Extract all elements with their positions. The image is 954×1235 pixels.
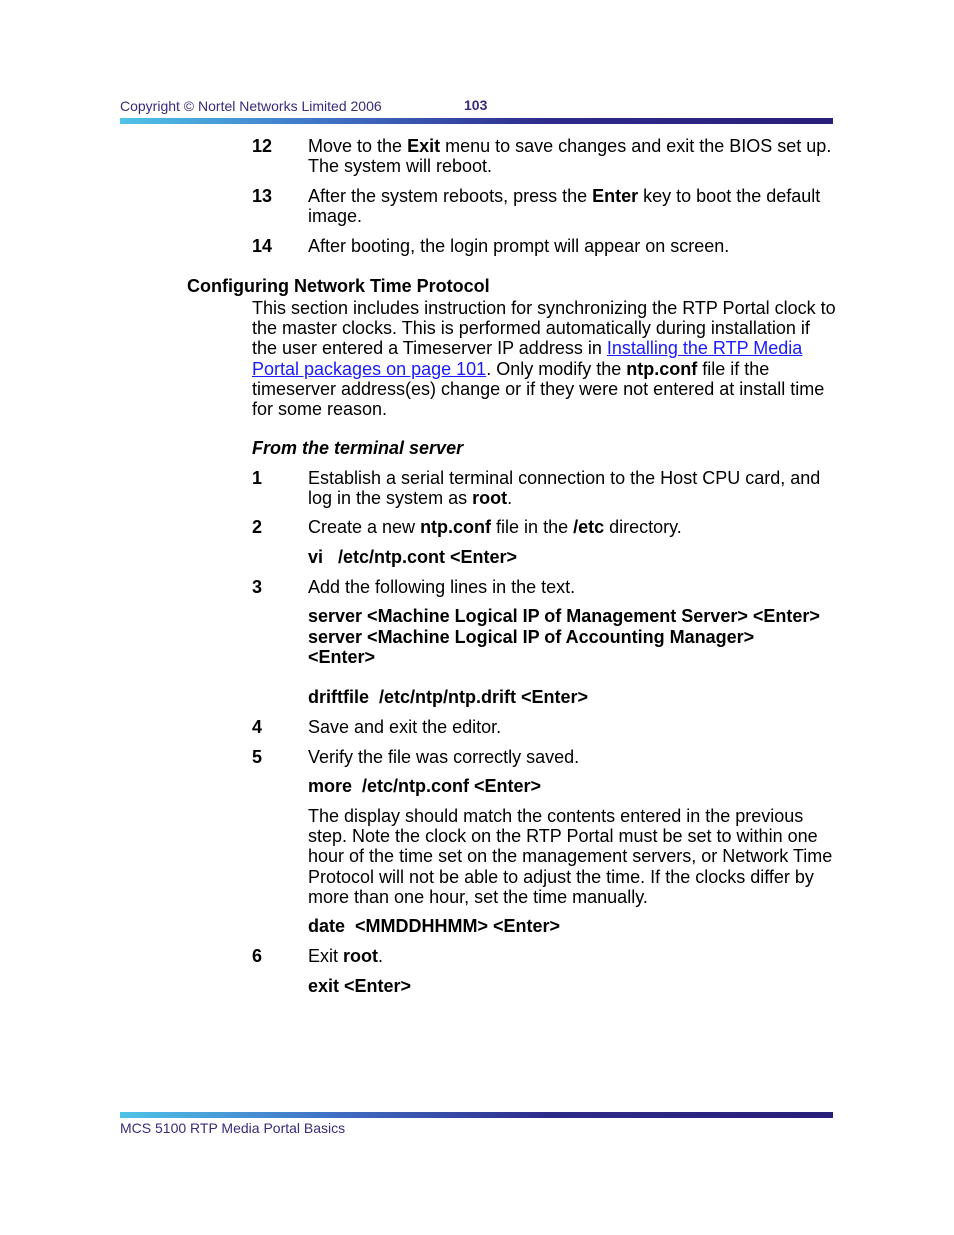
command-line: date <MMDDHHMM> <Enter> bbox=[308, 916, 561, 936]
command-line: server <Machine Logical IP of Management Server> <Enter> bbox=[308, 606, 820, 626]
header-rule bbox=[120, 118, 833, 124]
step-number: 2 bbox=[252, 517, 263, 537]
step-number: 13 bbox=[252, 186, 273, 206]
step-number: 1 bbox=[252, 468, 263, 488]
step-note: The display should match the contents entered in the previous step. Note the clock on the RTP Portal must be set to within one hour of the time set on the management servers, or Network Time Protocol will not be able to adjust the time. If the clocks differ by more than one hour, set the time manually. bbox=[308, 806, 833, 907]
step-text: After the system reboots, press the Enter key to boot the default image. bbox=[308, 186, 821, 227]
step-number: 4 bbox=[252, 717, 263, 737]
step-text: Add the following lines in the text. bbox=[308, 577, 576, 597]
footer-rule bbox=[120, 1112, 833, 1118]
footer-title: MCS 5100 RTP Media Portal Basics bbox=[120, 1120, 346, 1136]
step-number: 6 bbox=[252, 946, 263, 966]
step-number: 5 bbox=[252, 747, 263, 767]
command-line: driftfile /etc/ntp/ntp.drift <Enter> bbox=[308, 687, 589, 707]
procedure-subheading: From the terminal server bbox=[252, 438, 464, 458]
section-heading: Configuring Network Time Protocol bbox=[187, 276, 490, 296]
step-text: Verify the file was correctly saved. bbox=[308, 747, 580, 767]
step-text: Create a new ntp.conf file in the /etc directory. bbox=[308, 517, 682, 537]
step-number: 14 bbox=[252, 236, 273, 256]
step-text: Exit root. bbox=[308, 946, 384, 966]
step-text: After booting, the login prompt will appear on screen. bbox=[308, 236, 730, 256]
command-line: exit <Enter> bbox=[308, 976, 412, 996]
header-copyright: Copyright © Nortel Networks Limited 2006 bbox=[120, 98, 382, 114]
step-text: Establish a serial terminal connection to the Host CPU card, and log in the system as root. bbox=[308, 468, 821, 509]
command-line: vi /etc/ntp.cont <Enter> bbox=[308, 547, 518, 567]
step-number: 12 bbox=[252, 136, 273, 156]
step-number: 3 bbox=[252, 577, 263, 597]
command-line: <Enter> bbox=[308, 647, 376, 667]
section-paragraph: This section includes instruction for synchronizing the RTP Portal clock to the master clocks. This is performed automatically during installation if the user entered a Timeserver IP address in Installing the RTP Media Portal packages on page 101. Only modify the ntp.conf file if the timeserver address(es) change or if they were not entered at install time for some reason. bbox=[252, 298, 836, 420]
step-text: Save and exit the editor. bbox=[308, 717, 502, 737]
command-line: server <Machine Logical IP of Accounting Manager> bbox=[308, 627, 755, 647]
cross-reference-link[interactable]: Installing the RTP Media Portal packages on page 101 bbox=[252, 338, 803, 379]
page-number: 103 bbox=[464, 97, 488, 113]
command-line: more /etc/ntp.conf <Enter> bbox=[308, 776, 542, 796]
step-text: Move to the Exit menu to save changes and exit the BIOS set up. The system will reboot. bbox=[308, 136, 832, 177]
